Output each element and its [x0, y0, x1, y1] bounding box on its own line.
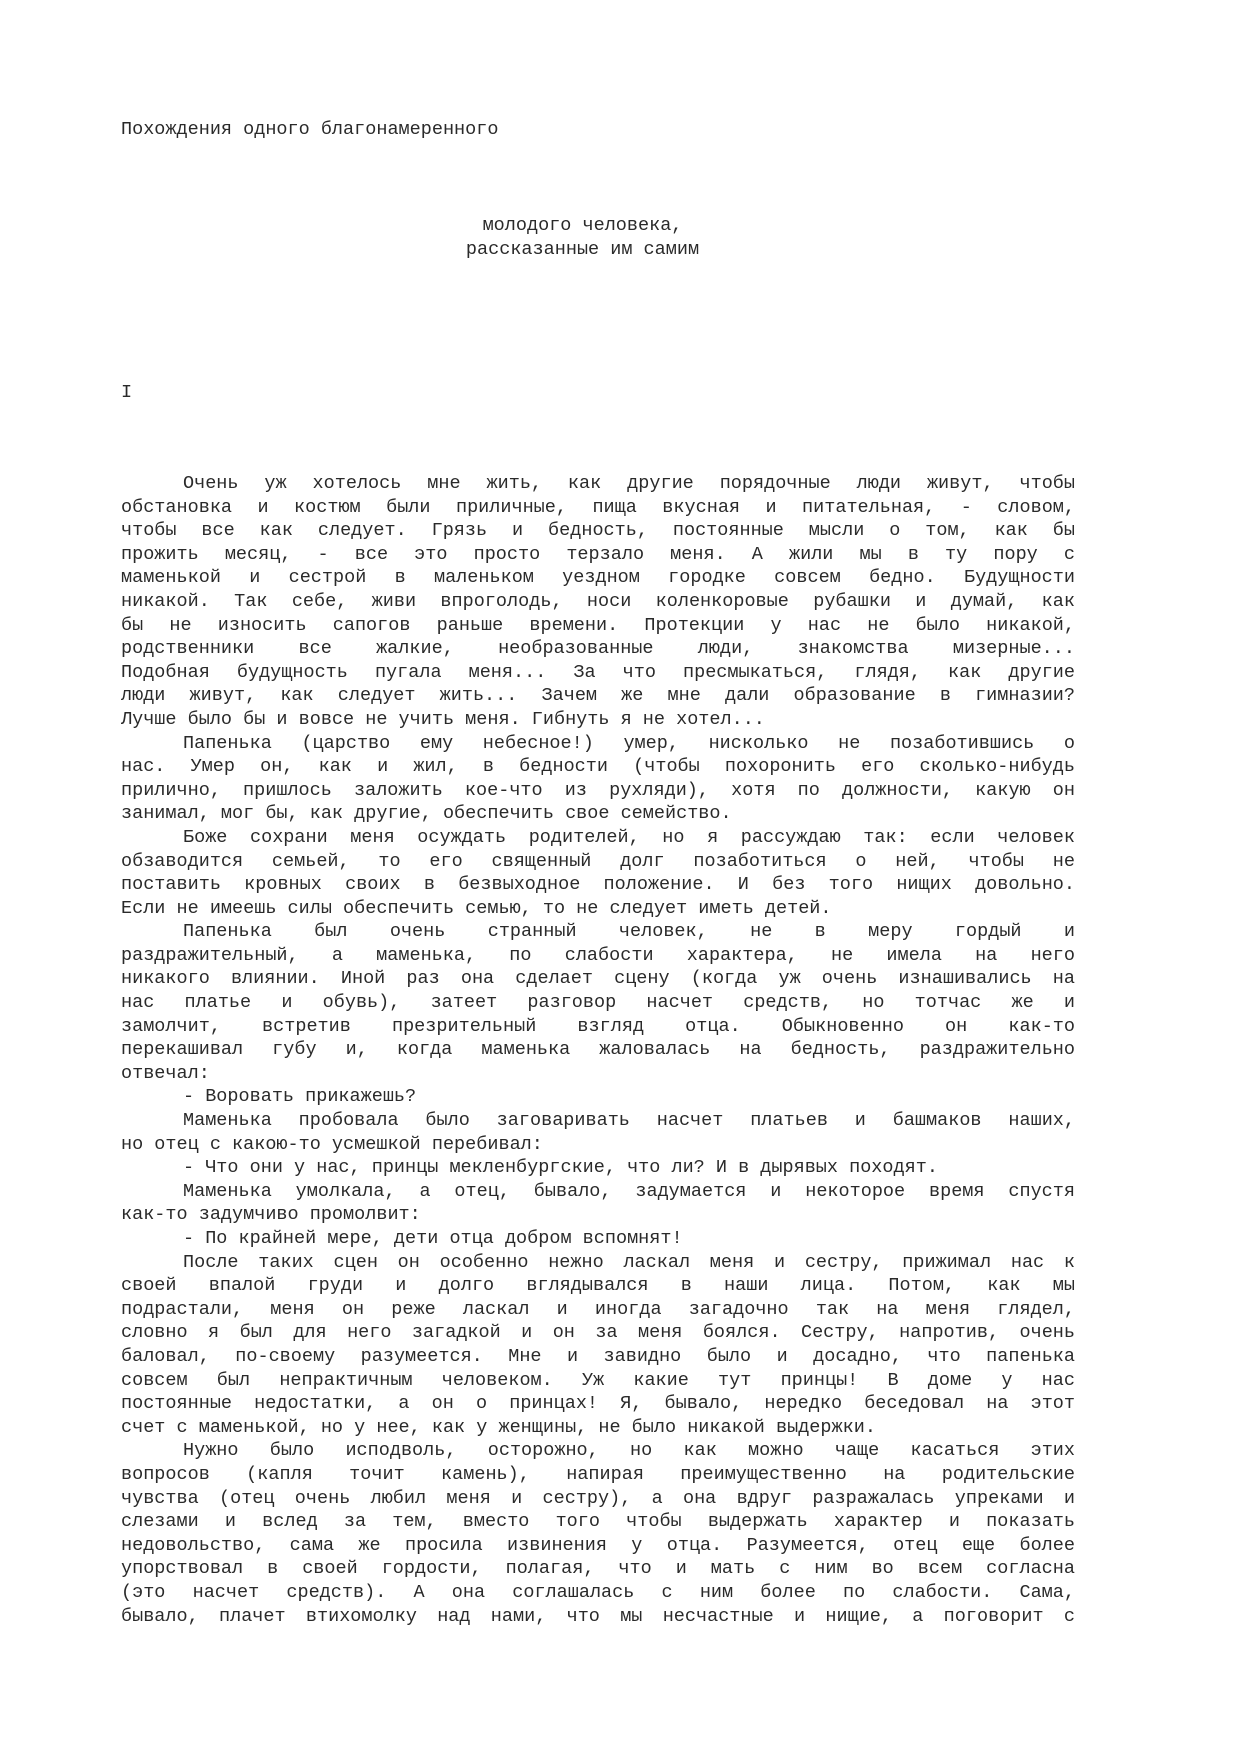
text-line: занимал, мог бы, как другие, обеспечить свое семейство.: [121, 803, 732, 825]
subtitle-line: рассказанные им самим: [465, 239, 700, 260]
text-line: Маменька пробовала было заговаривать насчет платьев и башмаков наших,: [183, 1110, 1075, 1132]
text-line: никакой. Так себе, живи впроголодь, носи коленкоровые рубашки и думай, как: [121, 590, 1075, 612]
text-line: баловал, по-своему разумеется. Мне и завидно было и досадно, что папенька: [121, 1345, 1075, 1367]
title-line: Похождения одного благонамеренного: [121, 119, 499, 140]
text-line: совсем был непрактичным человеком. Уж какие тут принцы! В доме у нас: [121, 1369, 1075, 1391]
text-line: маменькой и сестрой в маленьком уездном городке совсем бедно. Будущности: [121, 567, 1075, 589]
text-line: Папенька (царство ему небесное!) умер, нисколько не позаботившись о: [183, 732, 1075, 754]
text-line: бы не износить сапогов раньше времени. Протекции у нас не было никакой,: [121, 614, 1075, 636]
text-line: обзаводится семьей, то его священный долг позаботиться о ней, чтобы не: [121, 850, 1075, 872]
text-line: чтобы все как следует. Грязь и бедность, постоянные мысли о том, как бы: [121, 520, 1075, 542]
text-line: своей впалой груди и долго вглядывался в наши лица. Потом, как мы: [121, 1275, 1075, 1297]
text-line: вопросов (капля точит камень), напирая преимущественно на родительские: [121, 1463, 1075, 1485]
text-line: недовольство, сама же просила извинения у отца. Разумеется, отец еще более: [121, 1534, 1075, 1556]
text-line: - Воровать прикажешь?: [183, 1086, 417, 1108]
text-line: постоянные недостатки, а он о принцах! Я, бывало, нередко беседовал на этот: [121, 1393, 1075, 1415]
text-line: нас платье и обувь), затеет разговор насчет средств, но тотчас же и: [121, 992, 1075, 1014]
text-line: Маменька умолкала, а отец, бывало, задумается и некоторое время спустя: [183, 1180, 1075, 1202]
text-line: - По крайней мере, дети отца добром вспомнят!: [183, 1228, 683, 1249]
text-line: Боже сохрани меня осуждать родителей, но я рассуждаю так: если человек: [183, 826, 1075, 848]
text-line: После таких сцен он особенно нежно ласкал меня и сестру, прижимал нас к: [183, 1251, 1075, 1273]
text-line: отвечал:: [121, 1062, 210, 1084]
text-line: никакого влиянии. Иной раз она сделает сцену (когда уж очень изнашивались на: [121, 968, 1075, 990]
text-line: Очень уж хотелось мне жить, как другие порядочные люди живут, чтобы: [183, 473, 1075, 494]
text-line: Нужно было исподволь, осторожно, но как можно чаще касаться этих: [183, 1440, 1075, 1462]
text-line: обстановка и костюм были приличные, пища вкусная и питательная, - словом,: [121, 496, 1075, 518]
text-line: чувства (отец очень любил меня и сестру), а она вдруг разражалась упреками и: [121, 1487, 1075, 1509]
text-line: подрастали, меня он реже ласкал и иногда загадочно так на меня глядел,: [121, 1298, 1075, 1320]
text-line: перекашивал губу и, когда маменька жаловалась на бедность, раздражительно: [121, 1039, 1075, 1061]
text-line: прилично, пришлось заложить кое-что из рухляди), хотя по должности, какую он: [121, 779, 1075, 801]
text-line: родственники все жалкие, необразованные люди, знакомства мизерные...: [121, 638, 1075, 660]
text-line: Подобная будущность пугала меня... За что пресмыкаться, глядя, как другие: [121, 661, 1075, 683]
text-line: нас. Умер он, как и жил, в бедности (чтобы похоронить его сколько-нибудь: [121, 756, 1075, 778]
subtitle-line: молодого человека,: [482, 215, 683, 236]
text-line: люди живут, как следует жить... Зачем же мне дали образование в гимназии?: [121, 685, 1075, 707]
text-line: Папенька был очень странный человек, не в меру гордый и: [183, 921, 1075, 943]
text-line: (это насчет средств). А она соглашалась с ним более по слабости. Сама,: [121, 1581, 1075, 1603]
text-line: но отец с какою-то усмешкой перебивал:: [121, 1133, 543, 1155]
text-line: слезами и вслед за тем, вместо того чтобы выдержать характер и показать: [121, 1511, 1075, 1533]
text-line: прожить месяц, - все это просто терзало меня. А жили мы в ту пору с: [121, 543, 1075, 565]
text-line: словно я был для него загадкой и он за меня боялся. Сестру, напротив, очень: [121, 1322, 1075, 1344]
text-line: бывало, плачет втихомолку над нами, что мы несчастные и нищие, а поговорит с: [121, 1605, 1075, 1627]
text-line: замолчит, встретив презрительный взгляд отца. Обыкновенно он как-то: [121, 1015, 1075, 1037]
text-line: раздражительный, а маменька, по слабости характера, не имела на него: [121, 944, 1075, 966]
text-line: Если не имеешь силы обеспечить семью, то не следует иметь детей.: [121, 897, 832, 919]
text-line: - Что они у нас, принцы мекленбургские, что ли? И в дырявых походят.: [183, 1157, 938, 1179]
text-line: счет с маменькой, но у нее, как у женщины, не было никакой выдержки.: [121, 1416, 876, 1438]
chapter-number: I: [121, 382, 133, 403]
body-text: [121, 472, 1075, 1628]
text-line: Лучше было бы и вовсе не учить меня. Гибнуть я не хотел...: [121, 708, 765, 730]
text-line: упорствовал в своей гордости, полагая, что и мать с ним во всем согласна: [121, 1558, 1075, 1580]
text-line: поставить кровных своих в безвыходное положение. И без того нищих довольно.: [121, 874, 1075, 896]
text-line: как-то задумчиво промолвит:: [121, 1204, 421, 1226]
